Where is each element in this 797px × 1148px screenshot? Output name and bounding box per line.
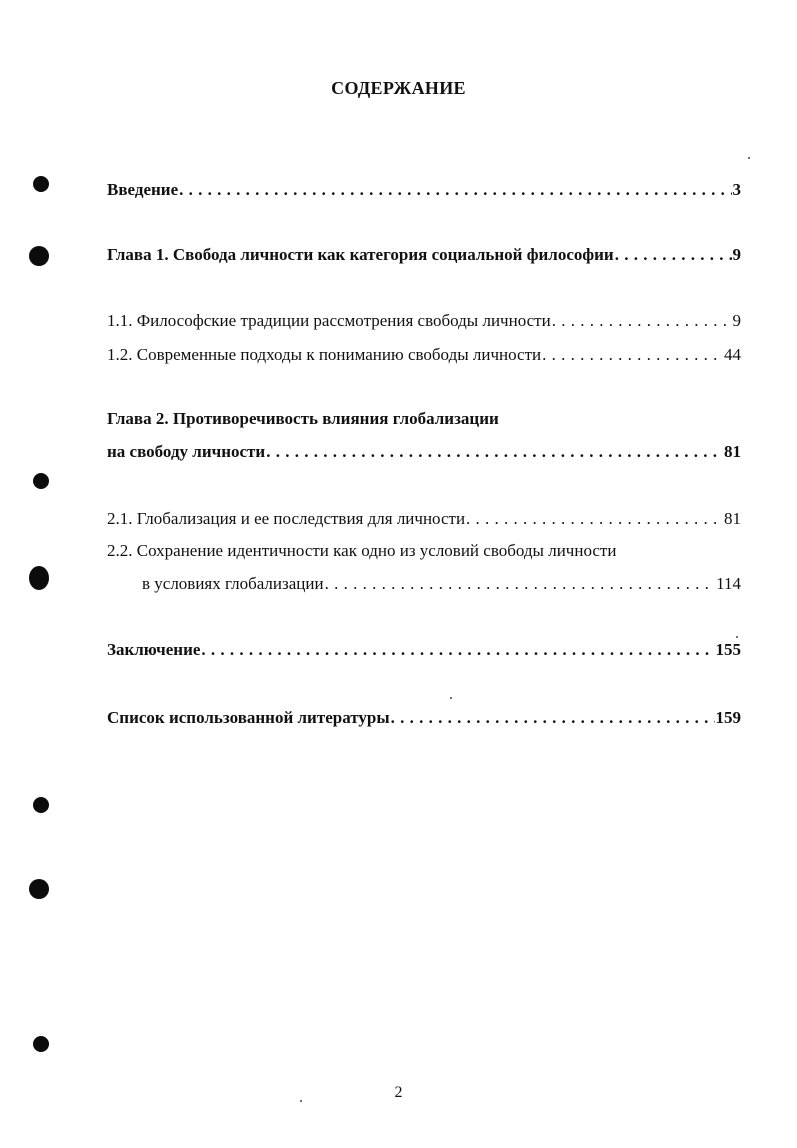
binder-hole-mark [29, 566, 49, 590]
toc-leader-dots [552, 311, 732, 331]
toc-entry-label: Заключение [107, 640, 201, 659]
binder-hole-mark [33, 1036, 49, 1052]
toc-entry-label: 1.2. Современные подходы к пониманию свободы личности [107, 345, 542, 364]
scan-speck [748, 157, 750, 159]
toc-entry-page: 44 [724, 345, 741, 364]
toc-entry-label: на свободу личности [107, 442, 266, 461]
toc-entry-page: 9 [732, 311, 741, 330]
toc-entry-page: 81 [724, 509, 741, 528]
toc-leader-dots [201, 640, 714, 660]
toc-title: СОДЕРЖАНИЕ [331, 78, 466, 98]
toc-entry-chapter-2-title-line: Глава 2. Противоречивость влияния глобализации [107, 409, 499, 428]
toc-entry-label: 1.1. Философские традиции рассмотрения свободы личности [107, 311, 551, 330]
toc-leader-dots [542, 345, 723, 365]
binder-hole-mark [29, 879, 49, 899]
binder-hole-mark [29, 246, 49, 266]
toc-leader-dots [391, 708, 715, 728]
binder-hole-mark [33, 176, 49, 192]
toc-entry-section-1-2 [107, 345, 741, 367]
toc-entry-bibliography [107, 708, 741, 730]
toc-entry-page: 81 [724, 442, 741, 461]
toc-entry-label: 2.1. Глобализация и ее последствия для личности [107, 509, 466, 528]
toc-entry-section-2-2-title-line: 2.2. Сохранение идентичности как одно из условий свободы личности [107, 541, 617, 560]
scan-speck [450, 697, 452, 699]
toc-entry-label: Список использованной литературы [107, 708, 390, 727]
toc-entry-page: 159 [715, 708, 741, 727]
toc-entry-intro [107, 180, 741, 202]
scan-speck [736, 636, 738, 638]
toc-entry-label: Введение [107, 180, 179, 199]
toc-leader-dots [179, 180, 731, 200]
toc-entry-section-2-1 [107, 509, 741, 531]
toc-leader-dots [466, 509, 723, 529]
binder-hole-mark [33, 797, 49, 813]
toc-entry-section-2-2 [142, 574, 741, 596]
toc-entry-page: 114 [716, 574, 741, 593]
toc-leader-dots [615, 245, 732, 265]
toc-leader-dots [266, 442, 723, 462]
toc-entry-section-1-1 [107, 311, 741, 333]
toc-entry-label: Глава 1. Свобода личности как категория социальной философии [107, 245, 614, 264]
toc-leader-dots [325, 574, 716, 594]
toc-entry-label: в условиях глобализации [142, 574, 324, 593]
toc-entry-chapter-1 [107, 245, 741, 267]
toc-entry-page: 155 [715, 640, 741, 659]
toc-entry-chapter-2 [107, 442, 741, 464]
page-number: 2 [394, 1084, 403, 1101]
toc-entry-conclusion [107, 640, 741, 662]
toc-entry-page: 9 [732, 245, 741, 264]
binder-hole-mark [33, 473, 49, 489]
toc-entry-page: 3 [732, 180, 741, 199]
